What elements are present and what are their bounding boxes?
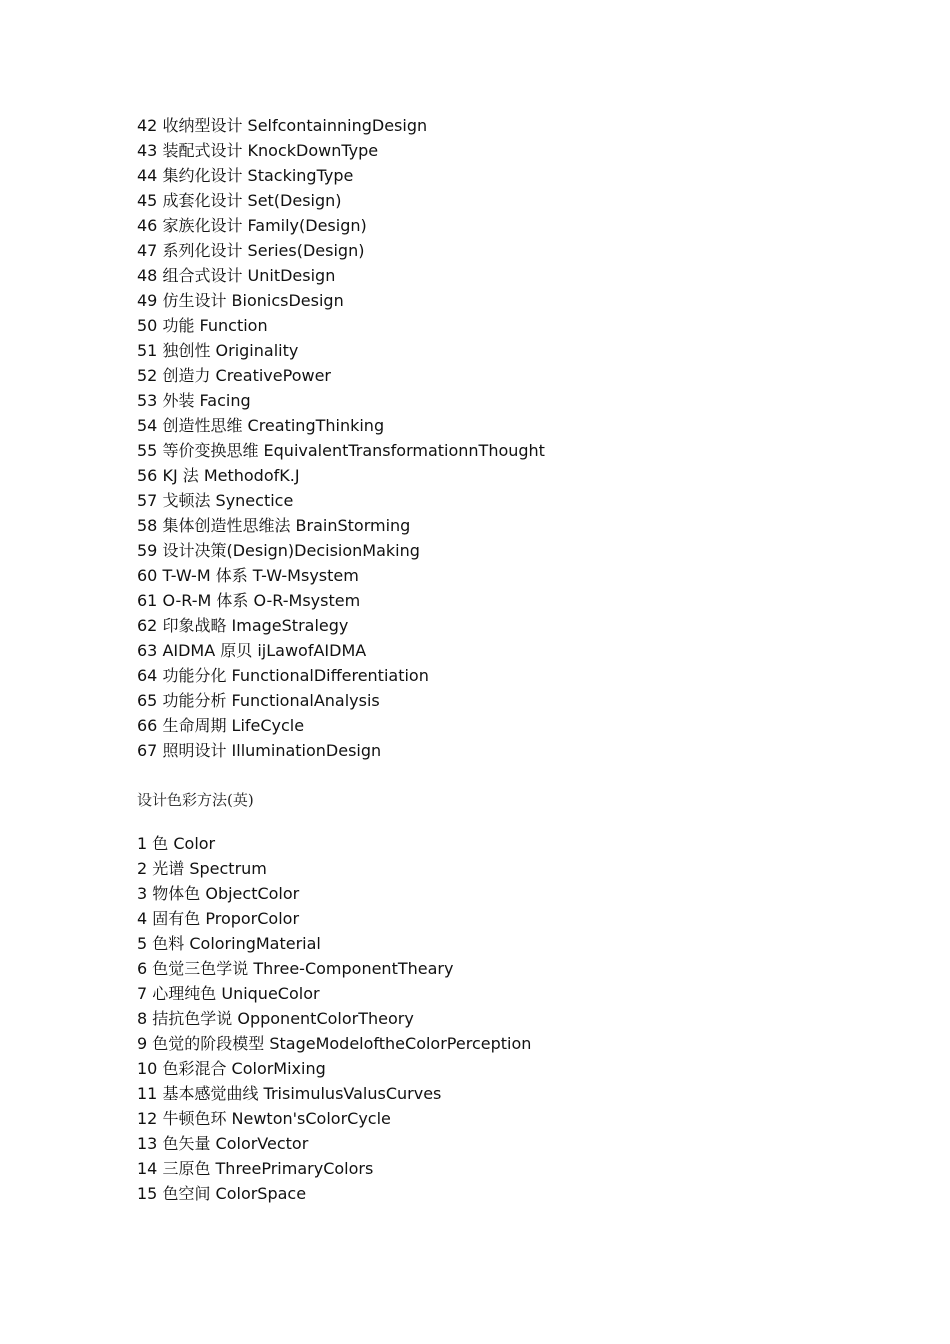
term-list-color [137, 831, 917, 1206]
list-item: 65 功能分析 FunctionalAnalysis [137, 691, 380, 710]
list-item: 14 三原色 ThreePrimaryColors [137, 1159, 374, 1178]
list-item: 58 集体创造性思维法 BrainStorming [137, 516, 411, 535]
list-item: 13 色矢量 ColorVector [137, 1134, 309, 1153]
list-item: 56 KJ 法 MethodofK.J [137, 466, 300, 485]
list-item: 67 照明设计 IlluminationDesign [137, 741, 382, 760]
list-item: 49 仿生设计 BionicsDesign [137, 291, 344, 310]
list-item: 61 O-R-M 体系 O-R-Msystem [137, 591, 361, 610]
list-item: 5 色料 ColoringMaterial [137, 934, 321, 953]
list-item: 7 心理纯色 UniqueColor [137, 984, 320, 1003]
list-item: 52 创造力 CreativePower [137, 366, 331, 385]
list-item: 6 色觉三色学说 Three-ComponentTheary [137, 959, 454, 978]
list-item: 8 拮抗色学说 OpponentColorTheory [137, 1009, 414, 1028]
list-item: 4 固有色 ProporColor [137, 909, 300, 928]
list-item: 10 色彩混合 ColorMixing [137, 1059, 326, 1078]
list-item: 50 功能 Function [137, 316, 268, 335]
document-page [137, 113, 917, 1206]
list-item: 48 组合式设计 UnitDesign [137, 266, 336, 285]
list-item: 59 设计决策(Design)DecisionMaking [137, 541, 420, 560]
list-item: 45 成套化设计 Set(Design) [137, 191, 342, 210]
list-item: 46 家族化设计 Family(Design) [137, 216, 367, 235]
list-item: 47 系列化设计 Series(Design) [137, 241, 365, 260]
list-item: 62 印象战略 ImageStralegy [137, 616, 349, 635]
list-item: 54 创造性思维 CreatingThinking [137, 416, 385, 435]
list-item: 9 色觉的阶段模型 StageModeloftheColorPerception [137, 1034, 532, 1053]
list-item: 60 T-W-M 体系 T-W-Msystem [137, 566, 359, 585]
section-heading: 设计色彩方法(英) [137, 791, 254, 809]
list-item: 1 色 Color [137, 834, 216, 853]
list-item: 66 生命周期 LifeCycle [137, 716, 305, 735]
list-item: 2 光谱 Spectrum [137, 859, 267, 878]
list-item: 11 基本感觉曲线 TrisimulusValusCurves [137, 1084, 442, 1103]
list-item: 63 AIDMA 原贝 ijLawofAIDMA [137, 641, 367, 660]
list-item: 51 独创性 Originality [137, 341, 299, 360]
list-item: 55 等价变换思维 EquivalentTransformationnThought [137, 441, 545, 460]
list-item: 15 色空间 ColorSpace [137, 1184, 307, 1203]
list-item: 12 牛顿色环 Newton'sColorCycle [137, 1109, 391, 1128]
list-item: 53 外装 Facing [137, 391, 251, 410]
list-item: 43 装配式设计 KnockDownType [137, 141, 379, 160]
list-item: 64 功能分化 FunctionalDifferentiation [137, 666, 429, 685]
list-item: 42 收纳型设计 SelfcontainningDesign [137, 116, 428, 135]
list-item: 57 戈顿法 Synectice [137, 491, 294, 510]
list-item: 3 物体色 ObjectColor [137, 884, 300, 903]
list-item: 44 集约化设计 StackingType [137, 166, 354, 185]
term-list-design [137, 113, 917, 763]
